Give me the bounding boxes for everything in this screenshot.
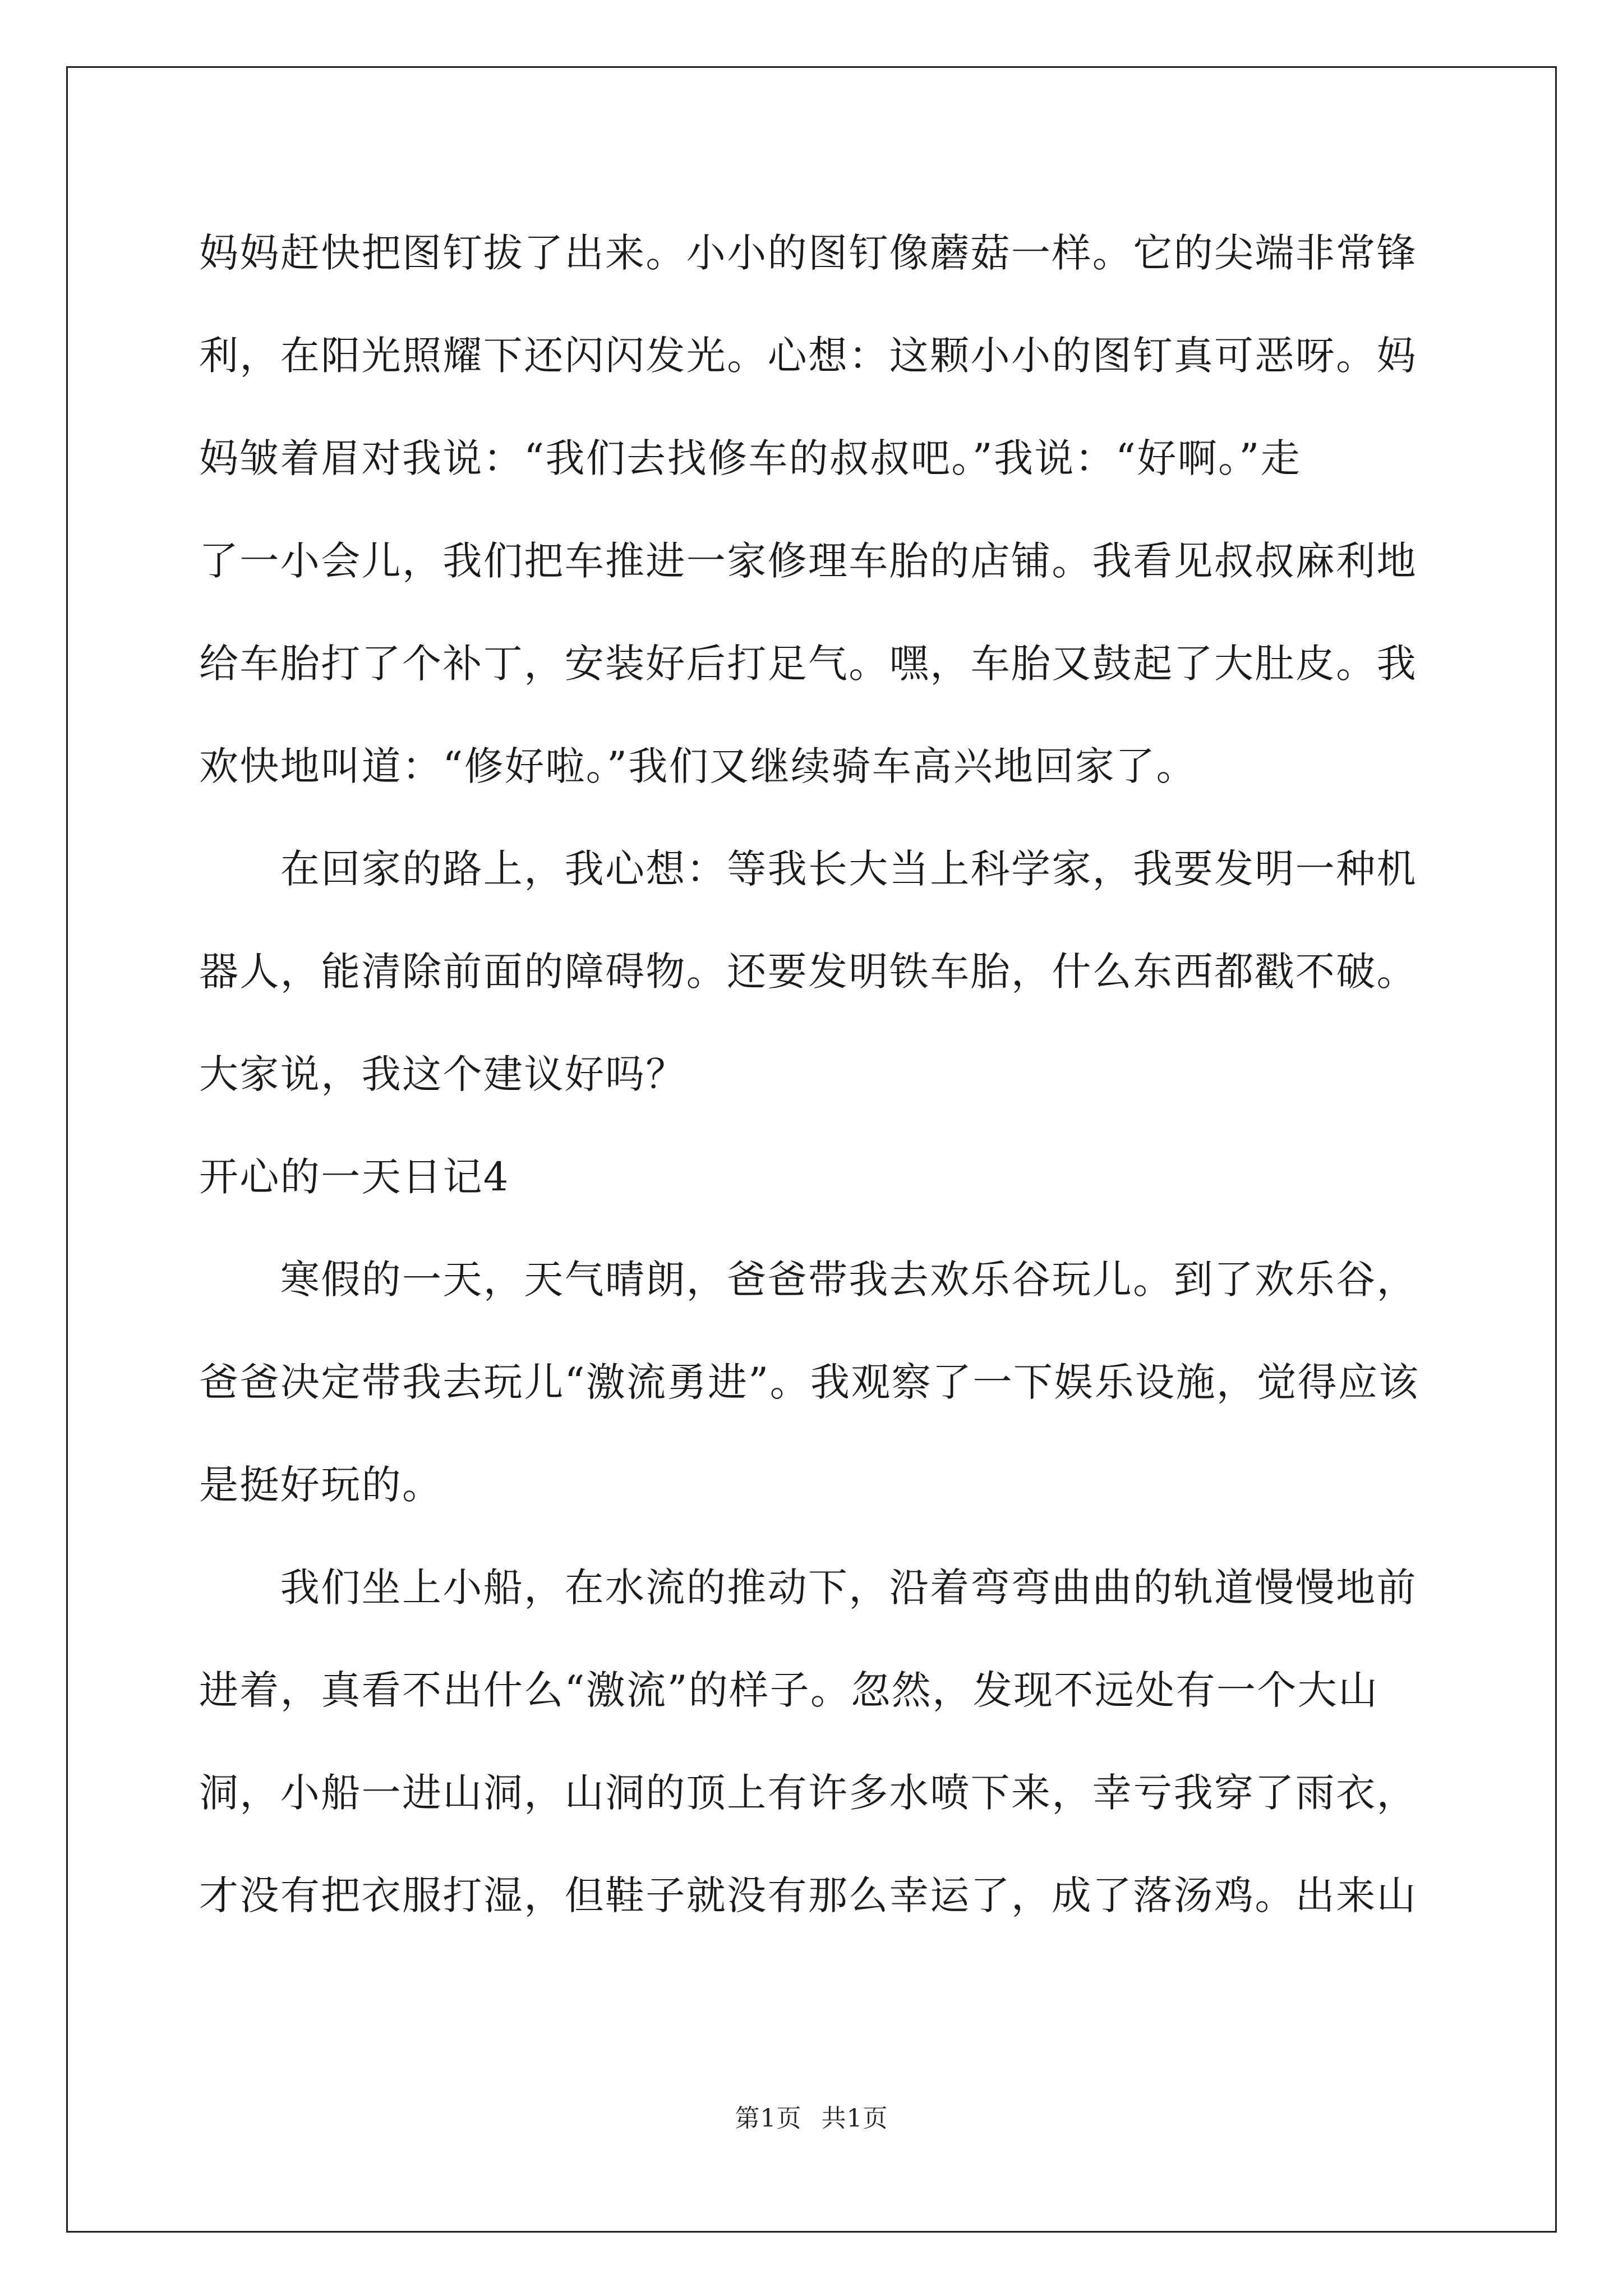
text-line: 利，在阳光照耀下还闪闪发光。心想：这颗小小的图钉真可恶呀。妈 bbox=[199, 333, 1417, 379]
section-heading: 开心的一天日记4 bbox=[199, 1154, 510, 1200]
text-line: 才没有把衣服打湿，但鞋子就没有那么幸运了，成了落汤鸡。出来山 bbox=[199, 1872, 1417, 1918]
text-line: 器人，能清除前面的障碍物。还要发明铁车胎，什么东西都戳不破。 bbox=[199, 949, 1417, 995]
text-line: 大家说，我这个建议好吗？ bbox=[199, 1051, 686, 1097]
document-body bbox=[199, 202, 1433, 1947]
text-line: 欢快地叫道：“修好啦。”我们又继续骑车高兴地回家了。 bbox=[199, 743, 1197, 789]
text-line: 了一小会儿，我们把车推进一家修理车胎的店铺。我看见叔叔麻利地 bbox=[199, 538, 1417, 584]
text-line: 爸爸决定带我去玩儿“激流勇进”。我观察了一下娱乐设施，觉得应该 bbox=[199, 1359, 1419, 1405]
page-footer bbox=[0, 2098, 1623, 2134]
text-line: 洞，小船一进山洞，山洞的顶上有许多水喷下来，幸亏我穿了雨衣， bbox=[199, 1770, 1417, 1816]
text-line: 妈妈赶快把图钉拔了出来。小小的图钉像蘑菇一样。它的尖端非常锋 bbox=[199, 230, 1417, 276]
page-number: 第1页 bbox=[735, 2104, 802, 2133]
text-line: 寒假的一天，天气晴朗，爸爸带我去欢乐谷玩儿。到了欢乐谷， bbox=[199, 1257, 1417, 1303]
text-line: 进着，真看不出什么“激流”的样子。忽然，发现不远处有一个大山 bbox=[199, 1667, 1379, 1713]
text-line: 在回家的路上，我心想：等我长大当上科学家，我要发明一种机 bbox=[199, 846, 1417, 892]
text-line: 妈皱着眉对我说：“我们去找修车的叔叔吧。”我说：“好啊。”走 bbox=[199, 435, 1302, 481]
text-line: 给车胎打了个补丁，安装好后打足气。嘿，车胎又鼓起了大肚皮。我 bbox=[199, 641, 1417, 687]
text-line: 我们坐上小船，在水流的推动下，沿着弯弯曲曲的轨道慢慢地前 bbox=[199, 1565, 1417, 1611]
text-line: 是挺好玩的。 bbox=[199, 1462, 443, 1508]
page-total: 共1页 bbox=[821, 2104, 888, 2133]
